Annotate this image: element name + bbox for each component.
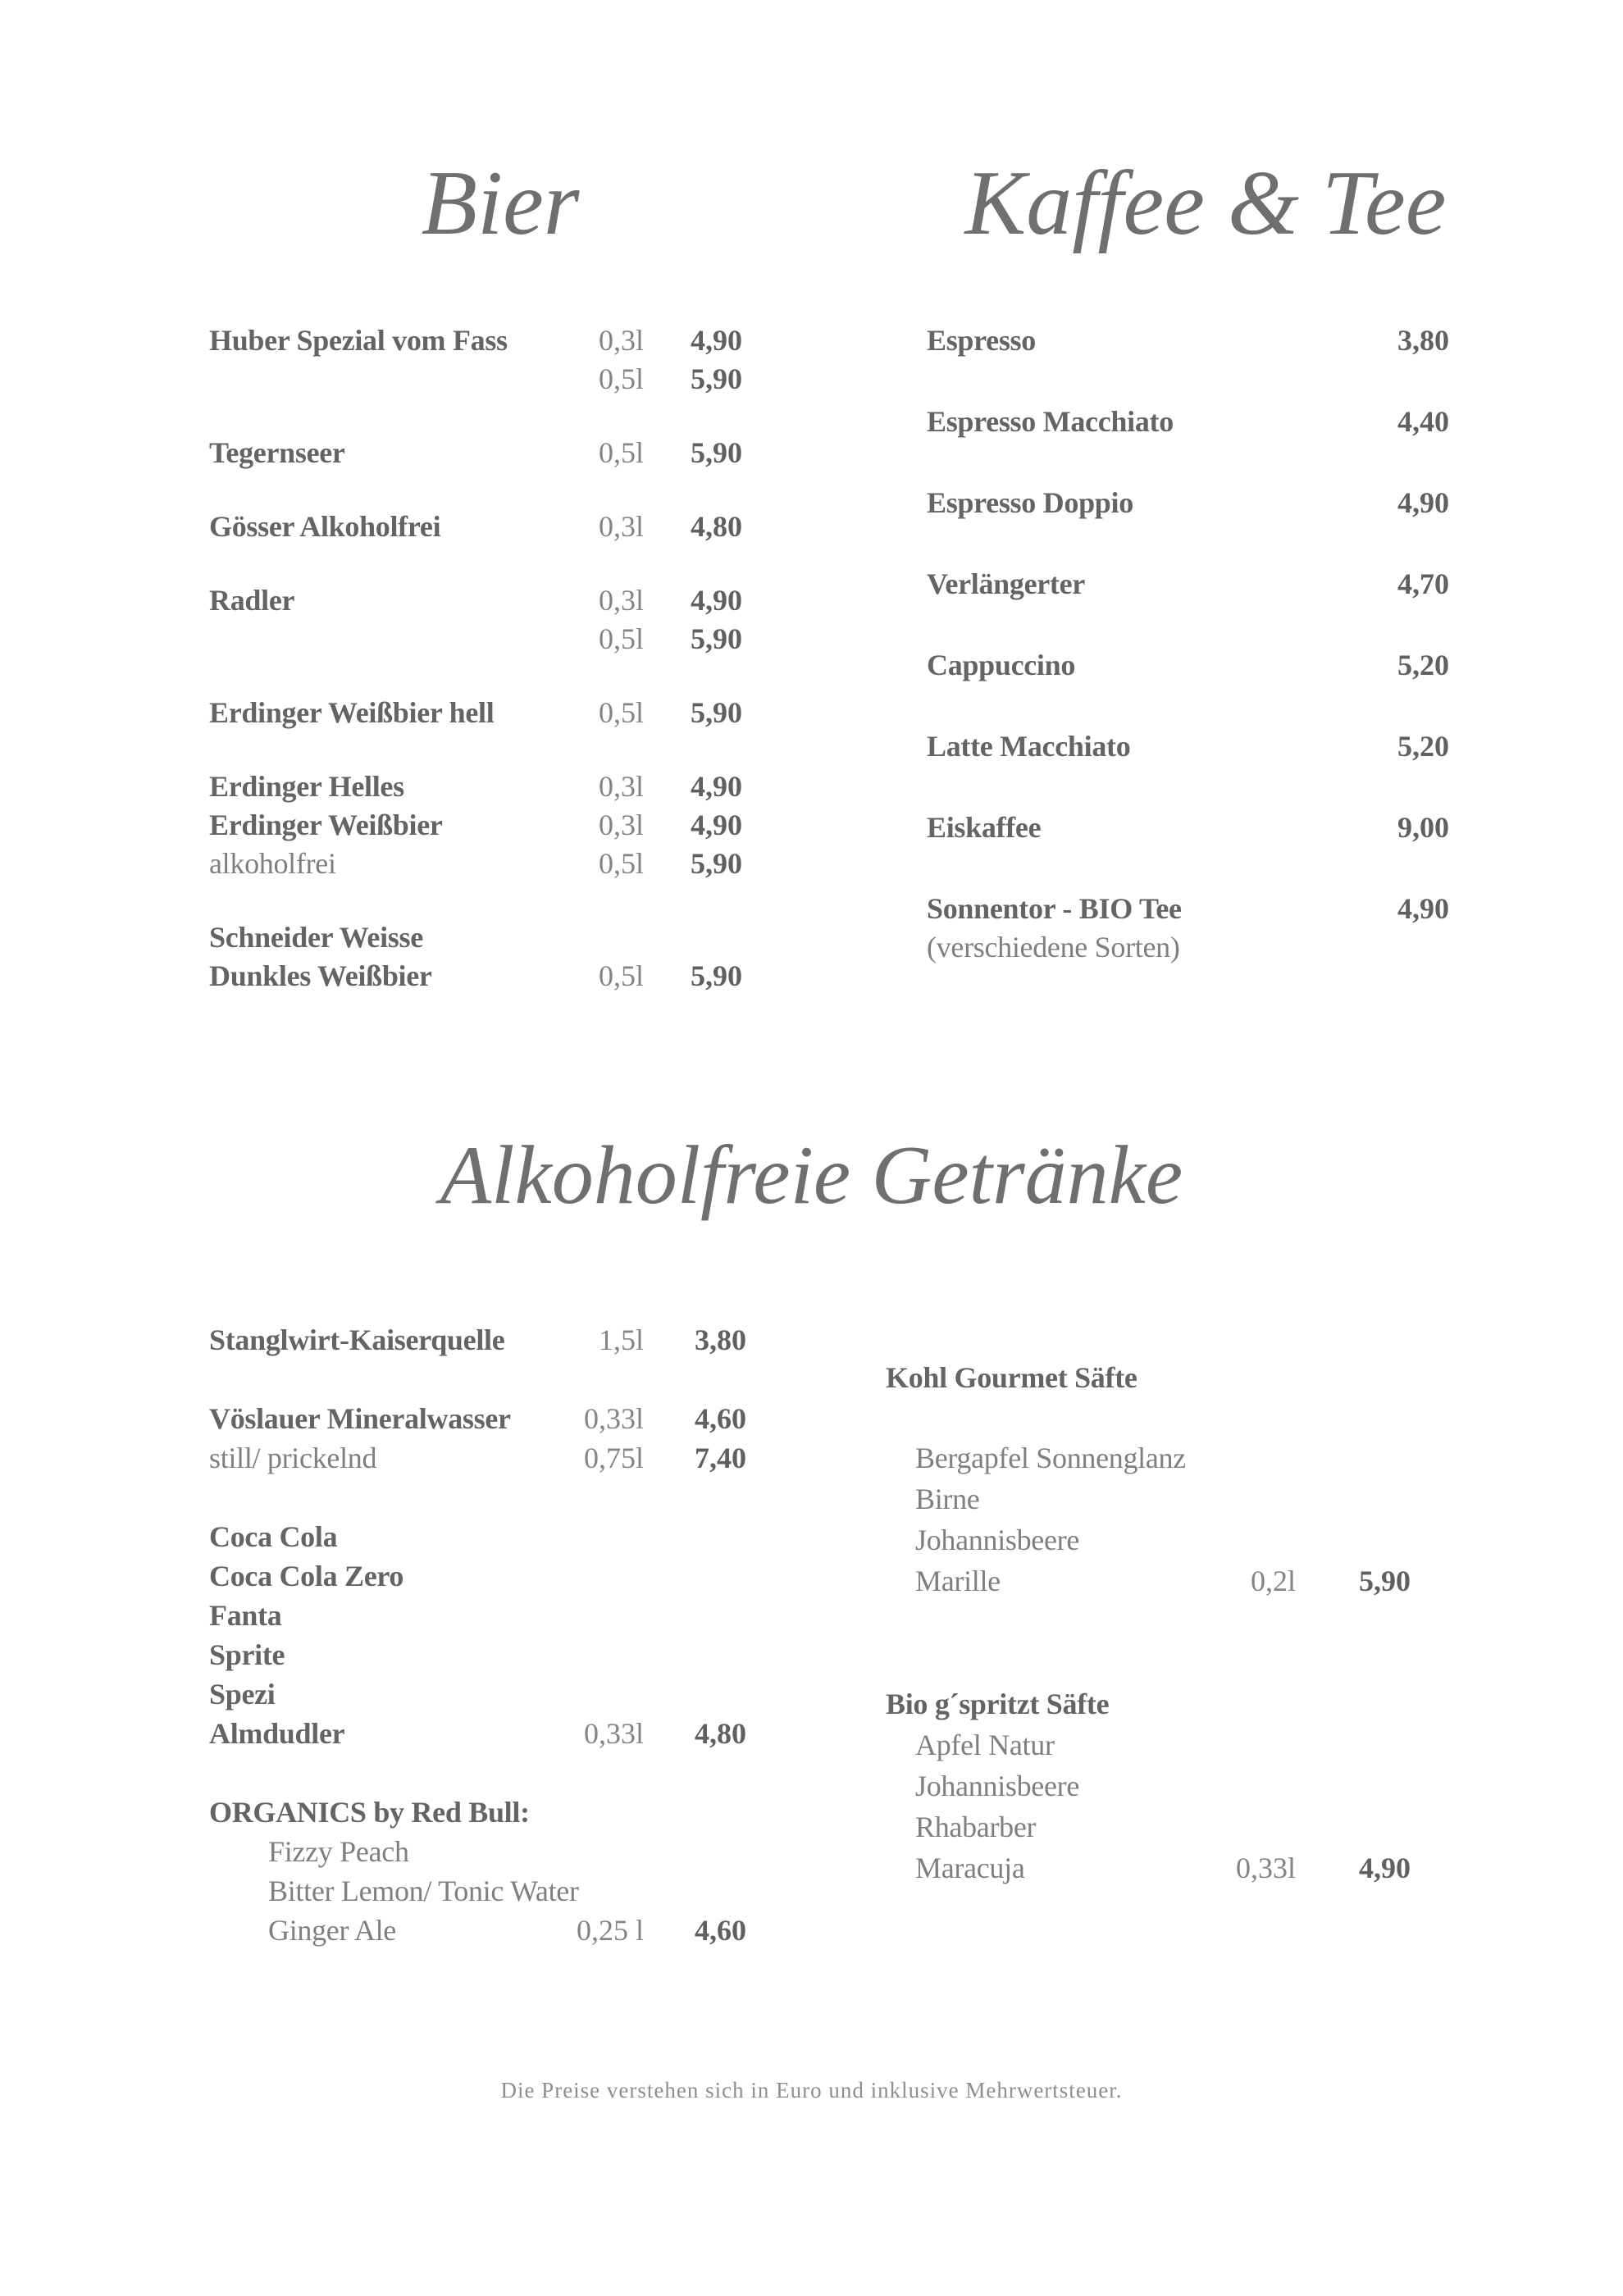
menu-item-line <box>886 1683 1411 1724</box>
menu-item <box>209 694 742 732</box>
menu-item-line <box>209 1320 746 1360</box>
item-price: 4,90 <box>1397 486 1449 519</box>
menu-item <box>209 1320 746 1360</box>
item-name: Cappuccino <box>927 649 1076 681</box>
menu-item <box>209 321 742 399</box>
menu-item-line <box>209 1517 746 1556</box>
item-name: Bio g´spritzt Säfte <box>886 1688 1110 1720</box>
item-price: 4,90 <box>691 770 742 803</box>
item-name: Sonnentor - BIO Tee <box>927 892 1182 925</box>
item-name: ORGANICS by Red Bull: <box>209 1796 530 1829</box>
menu-item-line <box>927 809 1449 847</box>
item-price: 5,90 <box>1359 1565 1411 1597</box>
menu-item-line <box>209 321 742 360</box>
footer-price-note: Die Preise verstehen sich in Euro und inklusive Mehrwertsteuer. <box>500 2078 1123 2102</box>
item-size: 0,3l <box>598 770 644 803</box>
menu-item-line <box>209 1714 746 1753</box>
menu-item-line <box>209 845 742 883</box>
section-title-kaffee-tee: Kaffee & Tee <box>964 153 1447 254</box>
section-title-bier: Bier <box>421 153 580 254</box>
alkoholfrei-right-item-list <box>886 1357 1411 1888</box>
item-name: still/ prickelnd <box>209 1442 377 1474</box>
menu-item <box>209 768 742 883</box>
menu-item-line <box>209 581 742 620</box>
menu-item <box>927 727 1449 766</box>
item-name: Schneider Weisse <box>209 921 423 954</box>
item-price: 5,90 <box>691 696 742 729</box>
menu-item-line <box>209 1596 746 1635</box>
item-size: 1,5l <box>598 1323 644 1356</box>
item-name: alkoholfrei <box>209 847 336 880</box>
item-size: 0,3l <box>598 584 644 617</box>
item-price: 4,70 <box>1397 567 1449 600</box>
item-size: 0,5l <box>598 436 644 469</box>
menu-item <box>927 565 1449 604</box>
section-title-alkoholfreie-getraenke: Alkoholfreie Getränke <box>440 1129 1183 1222</box>
item-size: 0,33l <box>583 1402 644 1435</box>
item-price: 3,80 <box>695 1323 746 1356</box>
item-name: Johannisbeere <box>915 1524 1080 1556</box>
menu-item-line <box>209 1832 746 1871</box>
menu-item-line <box>886 1847 1411 1888</box>
menu-item <box>209 508 742 546</box>
item-price: 5,20 <box>1397 730 1449 763</box>
item-price: 4,90 <box>691 809 742 841</box>
item-name: Latte Macchiato <box>927 730 1131 763</box>
item-price: 4,90 <box>1359 1852 1411 1884</box>
item-size: 0,25 l <box>576 1914 644 1947</box>
item-name: Espresso Macchiato <box>927 405 1174 438</box>
menu-item-line <box>886 1478 1411 1519</box>
menu-item <box>886 1437 1411 1601</box>
menu-item-line <box>209 620 742 658</box>
menu-item-line <box>886 1724 1411 1765</box>
menu-item-line <box>209 508 742 546</box>
item-name: Espresso <box>927 324 1036 357</box>
item-name: Kohl Gourmet Säfte <box>886 1361 1137 1394</box>
menu-item-line <box>927 727 1449 766</box>
item-size: 0,5l <box>598 696 644 729</box>
item-price: 5,90 <box>691 622 742 655</box>
item-name: (verschiedene Sorten) <box>927 931 1180 963</box>
menu-item <box>927 646 1449 685</box>
item-size: 0,5l <box>598 362 644 395</box>
item-name: Fizzy Peach <box>268 1835 409 1868</box>
item-price: 5,20 <box>1397 649 1449 681</box>
item-name: Almdudler <box>209 1717 345 1750</box>
item-price: 5,90 <box>691 436 742 469</box>
item-price: 4,80 <box>691 510 742 543</box>
menu-item-line <box>209 360 742 399</box>
menu-item <box>927 403 1449 441</box>
menu-item-line <box>209 768 742 806</box>
menu-item-line <box>209 1911 746 1950</box>
item-price: 4,90 <box>1397 892 1449 925</box>
menu-item <box>927 890 1449 967</box>
menu-item-line <box>927 928 1449 967</box>
item-name: Tegernseer <box>209 436 345 469</box>
item-name: Gösser Alkoholfrei <box>209 510 441 543</box>
menu-item-line <box>209 1674 746 1714</box>
item-size: 0,75l <box>583 1442 644 1474</box>
item-name: Coca Cola Zero <box>209 1560 404 1592</box>
menu-item <box>886 1683 1411 1888</box>
item-name: Erdinger Helles <box>209 770 404 803</box>
item-name: Maracuja <box>915 1852 1025 1884</box>
menu-item-line <box>209 694 742 732</box>
menu-item <box>209 581 742 658</box>
item-name: Eiskaffee <box>927 811 1042 844</box>
item-name: Fanta <box>209 1599 282 1632</box>
item-name: Sprite <box>209 1638 285 1671</box>
menu-item-line <box>886 1357 1411 1398</box>
menu-item-line <box>927 484 1449 522</box>
item-name: Huber Spezial vom Fass <box>209 324 508 357</box>
item-name: Johannisbeere <box>915 1770 1080 1802</box>
item-name: Ginger Ale <box>268 1914 396 1947</box>
item-price: 3,80 <box>1397 324 1449 357</box>
item-size: 0,3l <box>598 809 644 841</box>
item-name: Dunkles Weißbier <box>209 959 432 992</box>
item-name: Bergapfel Sonnenglanz <box>915 1442 1186 1474</box>
menu-item-line <box>886 1765 1411 1806</box>
menu-item-line <box>927 646 1449 685</box>
item-name: Erdinger Weißbier <box>209 809 443 841</box>
item-price: 4,40 <box>1397 405 1449 438</box>
menu-item-line <box>886 1560 1411 1601</box>
item-name: Espresso Doppio <box>927 486 1133 519</box>
item-name: Spezi <box>209 1678 276 1711</box>
menu-item-line <box>927 321 1449 360</box>
menu-item <box>209 1399 746 1478</box>
item-price: 5,90 <box>691 847 742 880</box>
item-size: 0,5l <box>598 959 644 992</box>
menu-item-line <box>886 1519 1411 1560</box>
item-price: 5,90 <box>691 959 742 992</box>
item-name: Verlängerter <box>927 567 1085 600</box>
menu-item-line <box>886 1806 1411 1847</box>
item-size: 0,5l <box>598 847 644 880</box>
menu-item <box>209 918 742 995</box>
item-price: 4,60 <box>695 1402 746 1435</box>
menu-item-line <box>209 806 742 845</box>
menu-item <box>209 434 742 472</box>
item-price: 4,90 <box>691 324 742 357</box>
menu-item-line <box>209 918 742 957</box>
menu-item-line <box>927 890 1449 928</box>
item-price: 4,80 <box>695 1717 746 1750</box>
kaffee-tee-item-list <box>927 321 1449 967</box>
item-price: 7,40 <box>695 1442 746 1474</box>
item-name: Marille <box>915 1565 1001 1597</box>
menu-item <box>927 809 1449 847</box>
item-name: Erdinger Weißbier hell <box>209 696 495 729</box>
menu-item-line <box>209 1399 746 1438</box>
item-size: 0,33l <box>1235 1852 1296 1884</box>
menu-item-line <box>209 1556 746 1596</box>
menu-item <box>927 484 1449 522</box>
menu-item-line <box>209 1438 746 1478</box>
bier-item-list <box>209 321 742 995</box>
menu-item-line <box>209 1635 746 1674</box>
menu-item <box>209 1793 746 1950</box>
item-name: Rhabarber <box>915 1811 1037 1843</box>
item-size: 0,3l <box>598 510 644 543</box>
item-size: 0,3l <box>598 324 644 357</box>
menu-item-line <box>927 565 1449 604</box>
item-size: 0,5l <box>598 622 644 655</box>
item-price: 4,90 <box>691 584 742 617</box>
menu-item-line <box>209 1793 746 1832</box>
menu-item-line <box>886 1437 1411 1478</box>
item-name: Coca Cola <box>209 1520 338 1553</box>
menu-item-line <box>927 403 1449 441</box>
item-name: Stanglwirt-Kaiserquelle <box>209 1323 505 1356</box>
menu-item <box>209 1517 746 1753</box>
menu-item <box>886 1357 1411 1398</box>
item-price: 9,00 <box>1397 811 1449 844</box>
menu-item <box>927 321 1449 360</box>
item-size: 0,33l <box>583 1717 644 1750</box>
menu-item-line <box>209 957 742 995</box>
item-price: 4,60 <box>695 1914 746 1947</box>
item-name: Vöslauer Mineralwasser <box>209 1402 511 1435</box>
item-name: Apfel Natur <box>915 1729 1055 1761</box>
alkoholfrei-left-item-list <box>209 1320 746 1950</box>
menu-item-line <box>209 1871 746 1911</box>
item-name: Bitter Lemon/ Tonic Water <box>268 1875 579 1907</box>
item-name: Radler <box>209 584 295 617</box>
item-name: Birne <box>915 1483 980 1515</box>
menu-item-line <box>209 434 742 472</box>
item-size: 0,2l <box>1250 1565 1296 1597</box>
item-price: 5,90 <box>691 362 742 395</box>
